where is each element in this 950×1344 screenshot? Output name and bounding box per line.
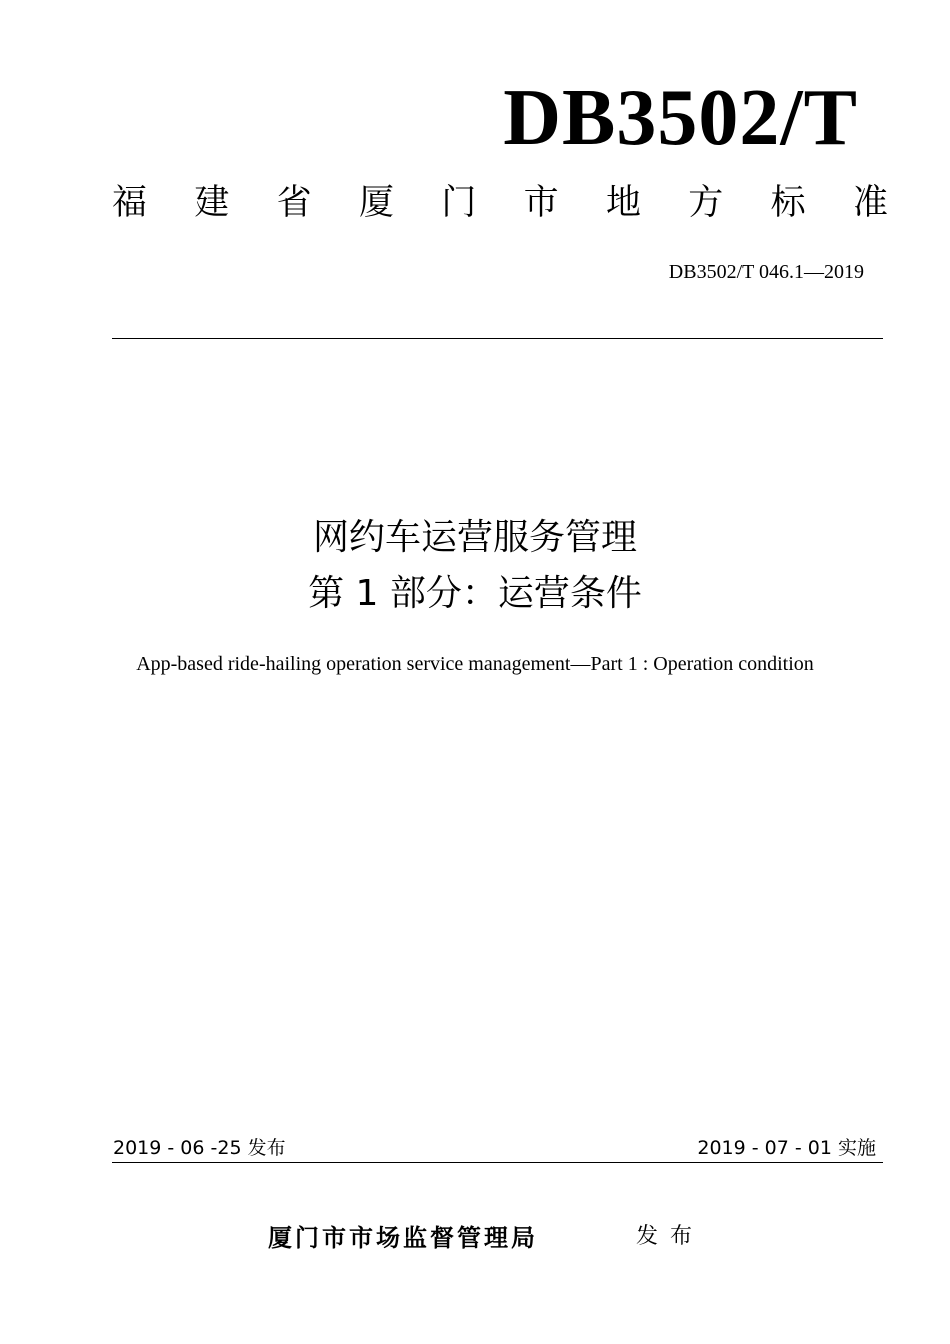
header-divider (112, 338, 883, 339)
title-english: App-based ride-hailing operation service management—Part 1 : Operation condition (136, 653, 814, 675)
issuing-authority: 厦门市市场监督管理局 (268, 1224, 538, 1252)
standard-type-char: 省 (276, 183, 312, 223)
standard-type-char: 准 (852, 183, 888, 223)
standard-code: DB3502/T (503, 74, 858, 162)
standard-type-char: 方 (688, 183, 724, 223)
standard-type-char: 市 (523, 183, 559, 223)
issue-label: 发布 (636, 1224, 705, 1249)
standard-type-char: 福 (112, 183, 148, 223)
title-chinese-line1: 网约车运营服务管理 (312, 517, 637, 558)
standard-type-char: 标 (770, 183, 806, 223)
footer-divider (112, 1162, 883, 1163)
standard-type-char: 厦 (358, 183, 394, 223)
standard-number: DB3502/T 046.1—2019 (668, 261, 864, 283)
standard-type-char: 地 (605, 183, 641, 223)
issue-date: 2019 - 06 -25 发布 (113, 1137, 286, 1159)
standard-type-char: 门 (441, 183, 477, 223)
title-chinese-line2: 第 1 部分：运营条件 (308, 573, 642, 614)
standard-type-char: 建 (194, 183, 230, 223)
implementation-date: 2019 - 07 - 01 实施 (697, 1137, 876, 1159)
standard-type-heading (112, 183, 888, 223)
